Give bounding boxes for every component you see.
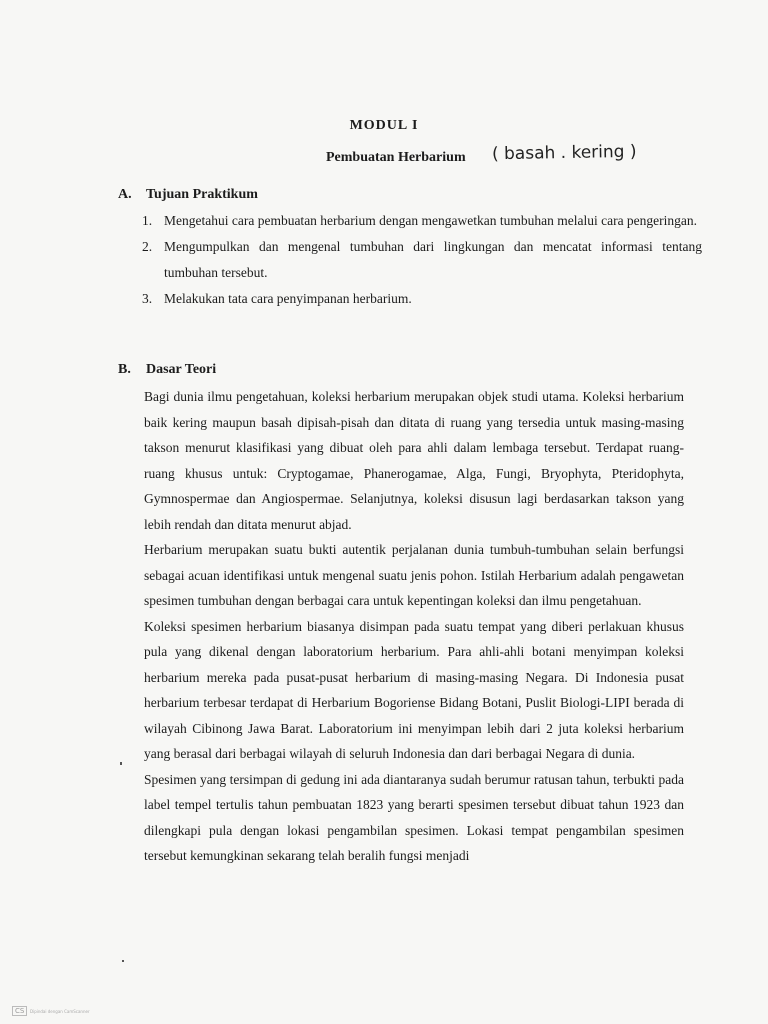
- theory-paragraph: Bagi dunia ilmu pengetahuan, koleksi herbarium merupakan objek studi utama. Koleksi herbarium baik kering maupun basah dipisah-pisah dan ditata di ruang yang tersedia untuk masing-masing takson menurut klasifikasi yang dibuat oleh para ahli dalam lembaga tersebut. Terdapat ruang-ruang khusus untuk: Cryptogamae, Phanerogamae, Alga, Fungi, Bryophyta, Pteridophyta, Gymnospermae dan Angiospermae. Selanjutnya, koleksi disusun lagi berdasarkan takson yang lebih rendah dan ditata menurut abjad.: [144, 389, 684, 532]
- scan-speck: [120, 762, 122, 765]
- theory-body: [144, 384, 684, 869]
- section-b-letter: B.: [118, 362, 131, 377]
- section-b-heading: [118, 362, 216, 378]
- section-b-title: Dasar Teori: [146, 362, 217, 377]
- list-item: [142, 286, 702, 312]
- objectives-list: [142, 208, 702, 312]
- list-item-number: 2.: [142, 239, 153, 254]
- scan-speck: [122, 960, 124, 962]
- theory-paragraph: Herbarium merupakan suatu bukti autentik perjalanan dunia tumbuh-tumbuhan selain berfungsi sebagai acuan identifikasi untuk mengenal suatu jenis pohon. Istilah Herbarium adalah pengawetan spesimen tumbuhan dengan berbagai cara untuk kepentingan koleksi dan ilmu pengetahuan.: [144, 542, 684, 608]
- theory-paragraph: Koleksi spesimen herbarium biasanya disimpan pada suatu tempat yang diberi perlakuan khusus pula yang dikenal dengan laboratorium herbarium. Para ahli-ahli botani menyimpan koleksi herbarium mereka pada pusat-pusat herbarium di masing-masing Negara. Di Indonesia pusat herbarium terbesar terdapat di Herbarium Bogoriense Bidang Botani, Puslit Biologi-LIPI berada di wilayah Cibinong Jawa Barat. Laboratorium ini menyimpan lebih dari 2 juta koleksi herbarium yang berasal dari berbagai wilayah di seluruh Indonesia dan dari berbagai Negara di dunia.: [144, 618, 684, 761]
- handwritten-note: ( basah . kering ): [491, 141, 637, 165]
- module-title: MODUL I: [349, 118, 419, 133]
- section-a-heading: [118, 187, 258, 203]
- theory-paragraph: Spesimen yang tersimpan di gedung ini ada diantaranya sudah berumur ratusan tahun, terbukti pada label tempel tertulis tahun pembuatan 1823 yang berarti spesimen tersebut dibuat tahun 1923 dan dilengkapi pula dengan lokasi pengambilan spesimen. Lokasi tempat pengambilan spesimen tersebut kemungkinan sekarang telah beralih fungsi menjadi: [144, 771, 684, 863]
- section-a-letter: A.: [118, 187, 132, 202]
- section-a-title: Tujuan Praktikum: [146, 187, 258, 202]
- list-item-number: 1.: [142, 213, 153, 228]
- list-item-text: Melakukan tata cara penyimpanan herbarium.: [164, 291, 412, 306]
- list-item-text: Mengumpulkan dan mengenal tumbuhan dari lingkungan dan mencatat informasi tentang tumbuhan tersebut.: [164, 239, 702, 280]
- module-subtitle: Pembuatan Herbarium: [326, 150, 466, 165]
- list-item: [142, 208, 702, 234]
- list-item: [142, 234, 702, 286]
- list-item-number: 3.: [142, 291, 153, 306]
- list-item-text: Mengetahui cara pembuatan herbarium dengan mengawetkan tumbuhan melalui cara pengeringan.: [164, 213, 698, 228]
- scanner-logo: CS: [12, 1006, 27, 1016]
- scanner-caption: Dipindai dengan CamScanner: [30, 1009, 90, 1014]
